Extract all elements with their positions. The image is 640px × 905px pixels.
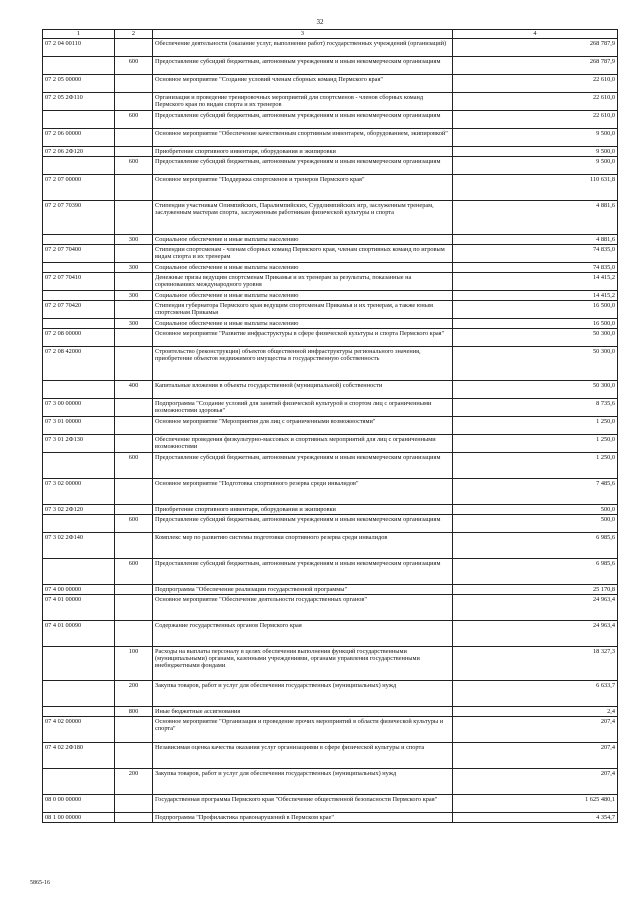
row-expense-type: 300 — [115, 319, 153, 329]
row-code: 07 2 08 00000 — [43, 329, 115, 347]
row-code: 07 4 02 00000 — [43, 717, 115, 743]
row-amount: 24 963,4 — [453, 595, 618, 621]
row-name: Основное мероприятие "Поддержка спортсменов и тренеров Пермского края" — [153, 175, 453, 201]
row-expense-type — [115, 129, 153, 147]
row-code: 07 4 02 2Ф180 — [43, 743, 115, 769]
table-row — [43, 515, 618, 533]
row-amount: 6 633,7 — [453, 681, 618, 707]
column-header-2: 2 — [115, 30, 153, 39]
row-code — [43, 57, 115, 75]
row-code — [43, 319, 115, 329]
row-amount: 207,4 — [453, 717, 618, 743]
row-code — [43, 235, 115, 245]
table-row — [43, 245, 618, 263]
row-expense-type: 300 — [115, 235, 153, 245]
row-amount: 4 881,6 — [453, 235, 618, 245]
row-expense-type — [115, 175, 153, 201]
row-name: Социальное обеспечение и иные выплаты населению — [153, 319, 453, 329]
row-expense-type — [115, 621, 153, 647]
row-expense-type — [115, 347, 153, 381]
row-amount: 1 250,0 — [453, 417, 618, 435]
row-code: 07 4 00 00000 — [43, 585, 115, 595]
column-header-3: 3 — [153, 30, 453, 39]
table-row — [43, 769, 618, 795]
row-name: Социальное обеспечение и иные выплаты населению — [153, 291, 453, 301]
row-expense-type: 600 — [115, 453, 153, 479]
row-amount: 9 500,0 — [453, 129, 618, 147]
row-expense-type: 600 — [115, 157, 153, 175]
row-amount: 110 631,8 — [453, 175, 618, 201]
row-expense-type: 600 — [115, 559, 153, 585]
row-name: Обеспечение деятельности (оказание услуг, выполнение работ) государственных учреждений (организаций) — [153, 39, 453, 57]
row-amount: 25 170,8 — [453, 585, 618, 595]
table-row — [43, 235, 618, 245]
table-row — [43, 93, 618, 111]
row-expense-type — [115, 795, 153, 813]
row-code: 08 1 00 00000 — [43, 813, 115, 823]
page-number: 32 — [316, 18, 324, 26]
row-amount: 16 500,0 — [453, 301, 618, 319]
table-row — [43, 717, 618, 743]
row-amount: 1 250,0 — [453, 453, 618, 479]
row-name: Предоставление субсидий бюджетным, автономным учреждениям и иным некоммерческим организациям — [153, 559, 453, 585]
row-name: Предоставление субсидий бюджетным, автономным учреждениям и иным некоммерческим организациям — [153, 111, 453, 129]
table-row — [43, 301, 618, 319]
row-name: Основное мероприятие "Подготовка спортивного резерва среди инвалидов" — [153, 479, 453, 505]
row-code — [43, 453, 115, 479]
row-name: Стипендии участникам Олимпийских, Паралимпийских, Сурдлимпийских игр, заслуженным тренерам, заслуженным мастерам спорта, заслуженным работникам физической культуры и спорта — [153, 201, 453, 235]
row-expense-type: 300 — [115, 263, 153, 273]
row-expense-type: 100 — [115, 647, 153, 681]
table-row — [43, 157, 618, 175]
row-code: 08 0 00 00000 — [43, 795, 115, 813]
row-amount: 16 500,0 — [453, 319, 618, 329]
row-name: Основное мероприятие "Обеспечение качественным спортивным инвентарем, оборудованием, экипировкой" — [153, 129, 453, 147]
row-name: Подпрограмма "Профилактика правонарушений в Пермском крае" — [153, 813, 453, 823]
row-amount: 24 963,4 — [453, 621, 618, 647]
row-code: 07 4 01 00000 — [43, 595, 115, 621]
table-row — [43, 707, 618, 717]
row-expense-type — [115, 93, 153, 111]
row-code: 07 3 02 00000 — [43, 479, 115, 505]
row-code — [43, 515, 115, 533]
row-expense-type — [115, 505, 153, 515]
row-expense-type — [115, 329, 153, 347]
row-code: 07 2 06 2Ф120 — [43, 147, 115, 157]
row-name: Независимая оценка качества оказания услуг организациями в сфере физической культуры и спорта — [153, 743, 453, 769]
row-code: 07 2 05 2Ф110 — [43, 93, 115, 111]
row-name: Предоставление субсидий бюджетным, автономным учреждениям и иным некоммерческим организациям — [153, 157, 453, 175]
table-row — [43, 291, 618, 301]
row-amount: 50 300,0 — [453, 347, 618, 381]
row-code: 07 2 07 00000 — [43, 175, 115, 201]
row-name: Предоставление субсидий бюджетным, автономным учреждениям и иным некоммерческим организациям — [153, 453, 453, 479]
row-amount: 6 985,6 — [453, 559, 618, 585]
table-row — [43, 595, 618, 621]
row-amount: 500,0 — [453, 515, 618, 533]
row-expense-type — [115, 245, 153, 263]
table-row — [43, 329, 618, 347]
row-code — [43, 157, 115, 175]
row-expense-type — [115, 595, 153, 621]
row-amount: 207,4 — [453, 769, 618, 795]
row-name: Закупка товаров, работ и услуг для обеспечения государственных (муниципальных) нужд — [153, 681, 453, 707]
row-code: 07 3 02 2Ф140 — [43, 533, 115, 559]
row-expense-type: 800 — [115, 707, 153, 717]
table-row — [43, 319, 618, 329]
table-row — [43, 585, 618, 595]
table-row — [43, 111, 618, 129]
row-amount: 14 415,2 — [453, 291, 618, 301]
row-expense-type: 400 — [115, 381, 153, 399]
table-row — [43, 273, 618, 291]
row-amount: 9 500,0 — [453, 147, 618, 157]
row-code — [43, 707, 115, 717]
row-name: Подпрограмма "Создание условий для занятий физической культурой и спортом лиц с ограниченными возможностями здоровья" — [153, 399, 453, 417]
row-code: 07 2 08 42000 — [43, 347, 115, 381]
table-row — [43, 681, 618, 707]
row-code: 07 2 07 70420 — [43, 301, 115, 319]
row-expense-type — [115, 585, 153, 595]
table-row — [43, 347, 618, 381]
row-amount: 6 985,6 — [453, 533, 618, 559]
row-amount: 7 485,6 — [453, 479, 618, 505]
row-expense-type — [115, 273, 153, 291]
row-name: Приобретение спортивного инвентаря, оборудования и экипировки — [153, 505, 453, 515]
row-expense-type: 600 — [115, 515, 153, 533]
row-amount: 22 610,0 — [453, 93, 618, 111]
row-code: 07 3 00 00000 — [43, 399, 115, 417]
row-code — [43, 559, 115, 585]
row-name: Предоставление субсидий бюджетным, автономным учреждениям и иным некоммерческим организациям — [153, 57, 453, 75]
row-code — [43, 769, 115, 795]
table-row — [43, 559, 618, 585]
row-name: Стипендии спортсменам - членам сборных команд Пермского края, членам спортивных команд по игровым видам спорта и их тренерам — [153, 245, 453, 263]
column-header-1: 1 — [43, 30, 115, 39]
row-name: Строительство (реконструкция) объектов общественной инфраструктуры регионального значения, приобретение объектов недвижимого имущества в государственную собственность — [153, 347, 453, 381]
row-expense-type — [115, 417, 153, 435]
row-name: Основное мероприятие "Мероприятия для лиц с ограниченными возможностями" — [153, 417, 453, 435]
table-row — [43, 533, 618, 559]
row-code: 07 2 04 00110 — [43, 39, 115, 57]
row-name: Основное мероприятие "Организация и проведение прочих мероприятий в области физической культуры и спорта" — [153, 717, 453, 743]
row-amount: 4 881,6 — [453, 201, 618, 235]
table-row — [43, 813, 618, 823]
row-amount: 14 415,2 — [453, 273, 618, 291]
row-code — [43, 111, 115, 129]
row-name: Подпрограмма "Обеспечение реализации государственной программы" — [153, 585, 453, 595]
row-code: 07 2 07 70410 — [43, 273, 115, 291]
row-name: Социальное обеспечение и иные выплаты населению — [153, 235, 453, 245]
table-row — [43, 453, 618, 479]
row-expense-type — [115, 201, 153, 235]
row-code: 07 4 01 00090 — [43, 621, 115, 647]
row-expense-type — [115, 533, 153, 559]
row-amount: 268 787,9 — [453, 39, 618, 57]
row-name: Комплекс мер по развитию системы подготовки спортивного резерва среди инвалидов — [153, 533, 453, 559]
row-name: Закупка товаров, работ и услуг для обеспечения государственных (муниципальных) нужд — [153, 769, 453, 795]
row-expense-type: 200 — [115, 769, 153, 795]
row-expense-type: 600 — [115, 57, 153, 75]
table-row — [43, 75, 618, 93]
row-amount: 9 500,0 — [453, 157, 618, 175]
row-name: Стипендия губернатора Пермского края ведущим спортсменам Прикамья и их тренерам, а также юным спортсменам Прикамья — [153, 301, 453, 319]
row-name: Расходы на выплаты персоналу в целях обеспечения выполнения функций государственными (муниципальными) органами, казенными учреждениями, органами управления государственными внебюджетными фондами — [153, 647, 453, 681]
row-amount: 18 327,3 — [453, 647, 618, 681]
row-expense-type — [115, 435, 153, 453]
table-row — [43, 39, 618, 57]
row-name: Государственная программа Пермского края "Обеспечение общественной безопасности Пермского края" — [153, 795, 453, 813]
row-code — [43, 381, 115, 399]
row-name: Основное мероприятие "Обеспечение деятельности государственных органов" — [153, 595, 453, 621]
table-row — [43, 435, 618, 453]
row-expense-type: 200 — [115, 681, 153, 707]
table-row — [43, 129, 618, 147]
row-amount: 1 250,0 — [453, 435, 618, 453]
row-expense-type — [115, 39, 153, 57]
row-name: Иные бюджетные ассигнования — [153, 707, 453, 717]
table-header-row — [43, 30, 618, 39]
column-header-4: 4 — [453, 30, 618, 39]
row-expense-type: 600 — [115, 111, 153, 129]
table-row — [43, 175, 618, 201]
row-amount: 22 610,0 — [453, 111, 618, 129]
row-amount: 4 354,7 — [453, 813, 618, 823]
row-amount: 74 835,0 — [453, 263, 618, 273]
table-row — [43, 621, 618, 647]
row-code: 07 3 01 2Ф130 — [43, 435, 115, 453]
row-name: Денежные призы ведущим спортсменам Прикамья и их тренерам за результаты, показанные на соревнованиях международного уровня — [153, 273, 453, 291]
footer-code: 5865-16 — [30, 880, 50, 886]
table-row — [43, 417, 618, 435]
row-expense-type — [115, 301, 153, 319]
row-expense-type — [115, 813, 153, 823]
row-amount: 8 735,6 — [453, 399, 618, 417]
row-code: 07 3 02 2Ф120 — [43, 505, 115, 515]
table-row — [43, 201, 618, 235]
table-row — [43, 795, 618, 813]
row-name: Приобретение спортивного инвентаря, оборудования и экипировки — [153, 147, 453, 157]
table-row — [43, 647, 618, 681]
row-name: Основное мероприятие "Создание условий членам сборных команд Пермского края" — [153, 75, 453, 93]
budget-table — [42, 29, 618, 823]
table-row — [43, 743, 618, 769]
row-code — [43, 681, 115, 707]
row-amount: 22 610,0 — [453, 75, 618, 93]
table-row — [43, 147, 618, 157]
row-expense-type — [115, 147, 153, 157]
row-amount: 2,4 — [453, 707, 618, 717]
row-name: Организация и проведение тренировочных мероприятий для спортсменов - членов сборных команд Пермского края по видам спорта и их тренеров — [153, 93, 453, 111]
row-name: Предоставление субсидий бюджетным, автономным учреждениям и иным некоммерческим организациям — [153, 515, 453, 533]
row-code: 07 2 05 00000 — [43, 75, 115, 93]
table-row — [43, 399, 618, 417]
row-name: Социальное обеспечение и иные выплаты населению — [153, 263, 453, 273]
row-code — [43, 291, 115, 301]
row-amount: 207,4 — [453, 743, 618, 769]
row-code: 07 2 06 00000 — [43, 129, 115, 147]
row-name: Основное мероприятие "Развитие инфраструктуры в сфере физической культуры и спорта Пермского края" — [153, 329, 453, 347]
row-expense-type — [115, 743, 153, 769]
table-row — [43, 479, 618, 505]
row-amount: 268 787,9 — [453, 57, 618, 75]
row-code: 07 2 07 70390 — [43, 201, 115, 235]
table-row — [43, 263, 618, 273]
row-name: Содержание государственных органов Пермского края — [153, 621, 453, 647]
row-amount: 500,0 — [453, 505, 618, 515]
row-amount: 1 625 480,1 — [453, 795, 618, 813]
row-code — [43, 263, 115, 273]
row-expense-type — [115, 399, 153, 417]
row-code — [43, 647, 115, 681]
row-expense-type — [115, 717, 153, 743]
row-amount: 50 300,0 — [453, 381, 618, 399]
row-expense-type — [115, 479, 153, 505]
table-row — [43, 505, 618, 515]
row-name: Обеспечение проведения физкультурно-массовых и спортивных мероприятий для лиц с ограниченными возможностями — [153, 435, 453, 453]
table-row — [43, 381, 618, 399]
table-row — [43, 57, 618, 75]
row-expense-type — [115, 75, 153, 93]
row-name: Капитальные вложения в объекты государственной (муниципальной) собственности — [153, 381, 453, 399]
row-code: 07 3 01 00000 — [43, 417, 115, 435]
row-code: 07 2 07 70400 — [43, 245, 115, 263]
row-amount: 74 835,0 — [453, 245, 618, 263]
row-expense-type: 300 — [115, 291, 153, 301]
row-amount: 50 300,0 — [453, 329, 618, 347]
